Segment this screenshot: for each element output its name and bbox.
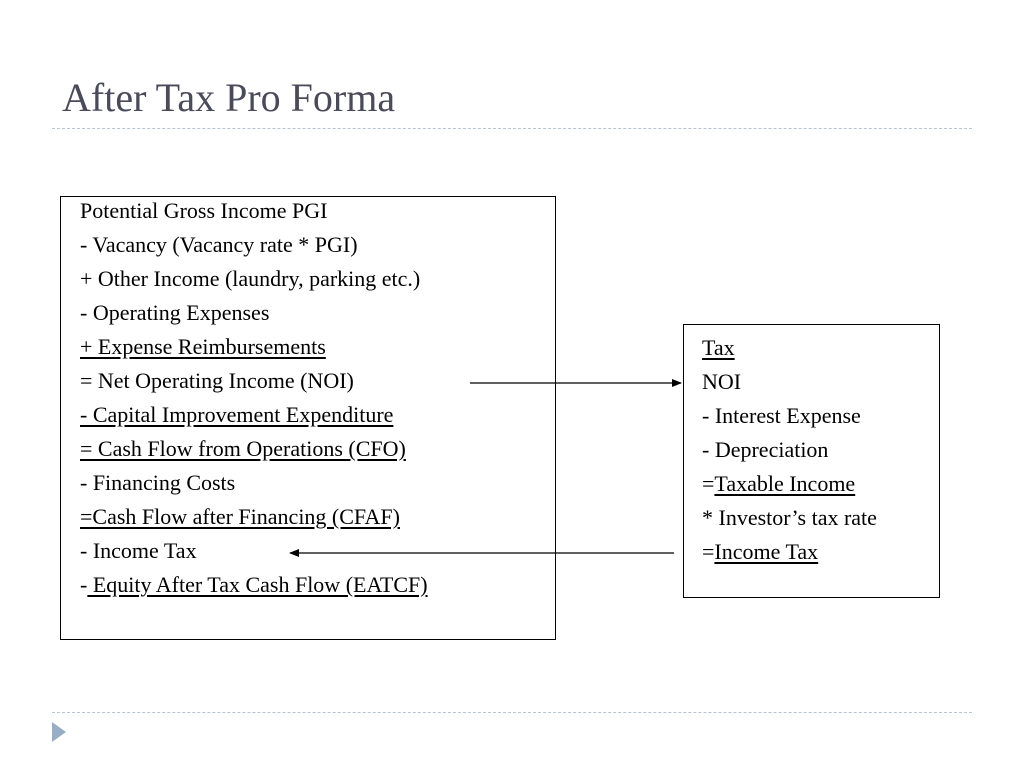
pro-forma-line-text: + Expense Reimbursements [80,334,326,359]
pro-forma-line-text: - Income Tax [80,538,197,563]
pro-forma-line [80,296,555,330]
pro-forma-lines [80,194,555,602]
pro-forma-line-text: - Capital Improvement Expenditure [80,402,394,427]
tax-line [702,467,939,501]
pro-forma-line-text: = Cash Flow from Operations (CFO) [80,436,406,461]
tax-line-text: Taxable Income [714,471,856,496]
tax-line-prefix: = [702,539,715,564]
triangle-right-icon [52,722,66,742]
pro-forma-line-prefix: - [80,572,88,597]
tax-line [702,501,939,535]
tax-box [683,324,940,598]
pro-forma-box [60,196,556,640]
pro-forma-line-text: - Financing Costs [80,470,236,495]
tax-line [702,331,939,365]
pro-forma-line [80,466,555,500]
tax-line-text: - Depreciation [702,437,829,462]
tax-line-text: * Investor’s tax rate [702,505,877,530]
pro-forma-line [80,228,555,262]
footer-divider [52,712,972,713]
pro-forma-line [80,364,555,398]
title-divider [52,128,972,129]
pro-forma-line [80,534,555,568]
tax-line [702,399,939,433]
pro-forma-line [80,500,555,534]
pro-forma-line-text: = Net Operating Income (NOI) [80,368,354,393]
pro-forma-line-text: - Vacancy (Vacancy rate * PGI) [80,232,358,257]
pro-forma-line-text: =Cash Flow after Financing (CFAF) [80,504,400,529]
slide-title: After Tax Pro Forma [62,75,396,120]
pro-forma-line-text: - Operating Expenses [80,300,270,325]
pro-forma-line [80,432,555,466]
pro-forma-line [80,398,555,432]
pro-forma-line [80,330,555,364]
pro-forma-line [80,568,555,602]
tax-line-prefix: = [702,471,715,496]
tax-line-text: NOI [702,369,742,394]
tax-line [702,433,939,467]
pro-forma-line [80,262,555,296]
pro-forma-line-text: Equity After Tax Cash Flow (EATCF) [87,572,428,597]
tax-lines [702,331,939,569]
tax-line [702,535,939,569]
tax-line-text: Income Tax [714,539,819,564]
tax-line-text: - Interest Expense [702,403,861,428]
tax-line-text: Tax [702,335,735,360]
tax-line [702,365,939,399]
pro-forma-line-text: Potential Gross Income PGI [80,198,328,223]
pro-forma-line-text: + Other Income (laundry, parking etc.) [80,266,421,291]
pro-forma-line [80,194,555,228]
